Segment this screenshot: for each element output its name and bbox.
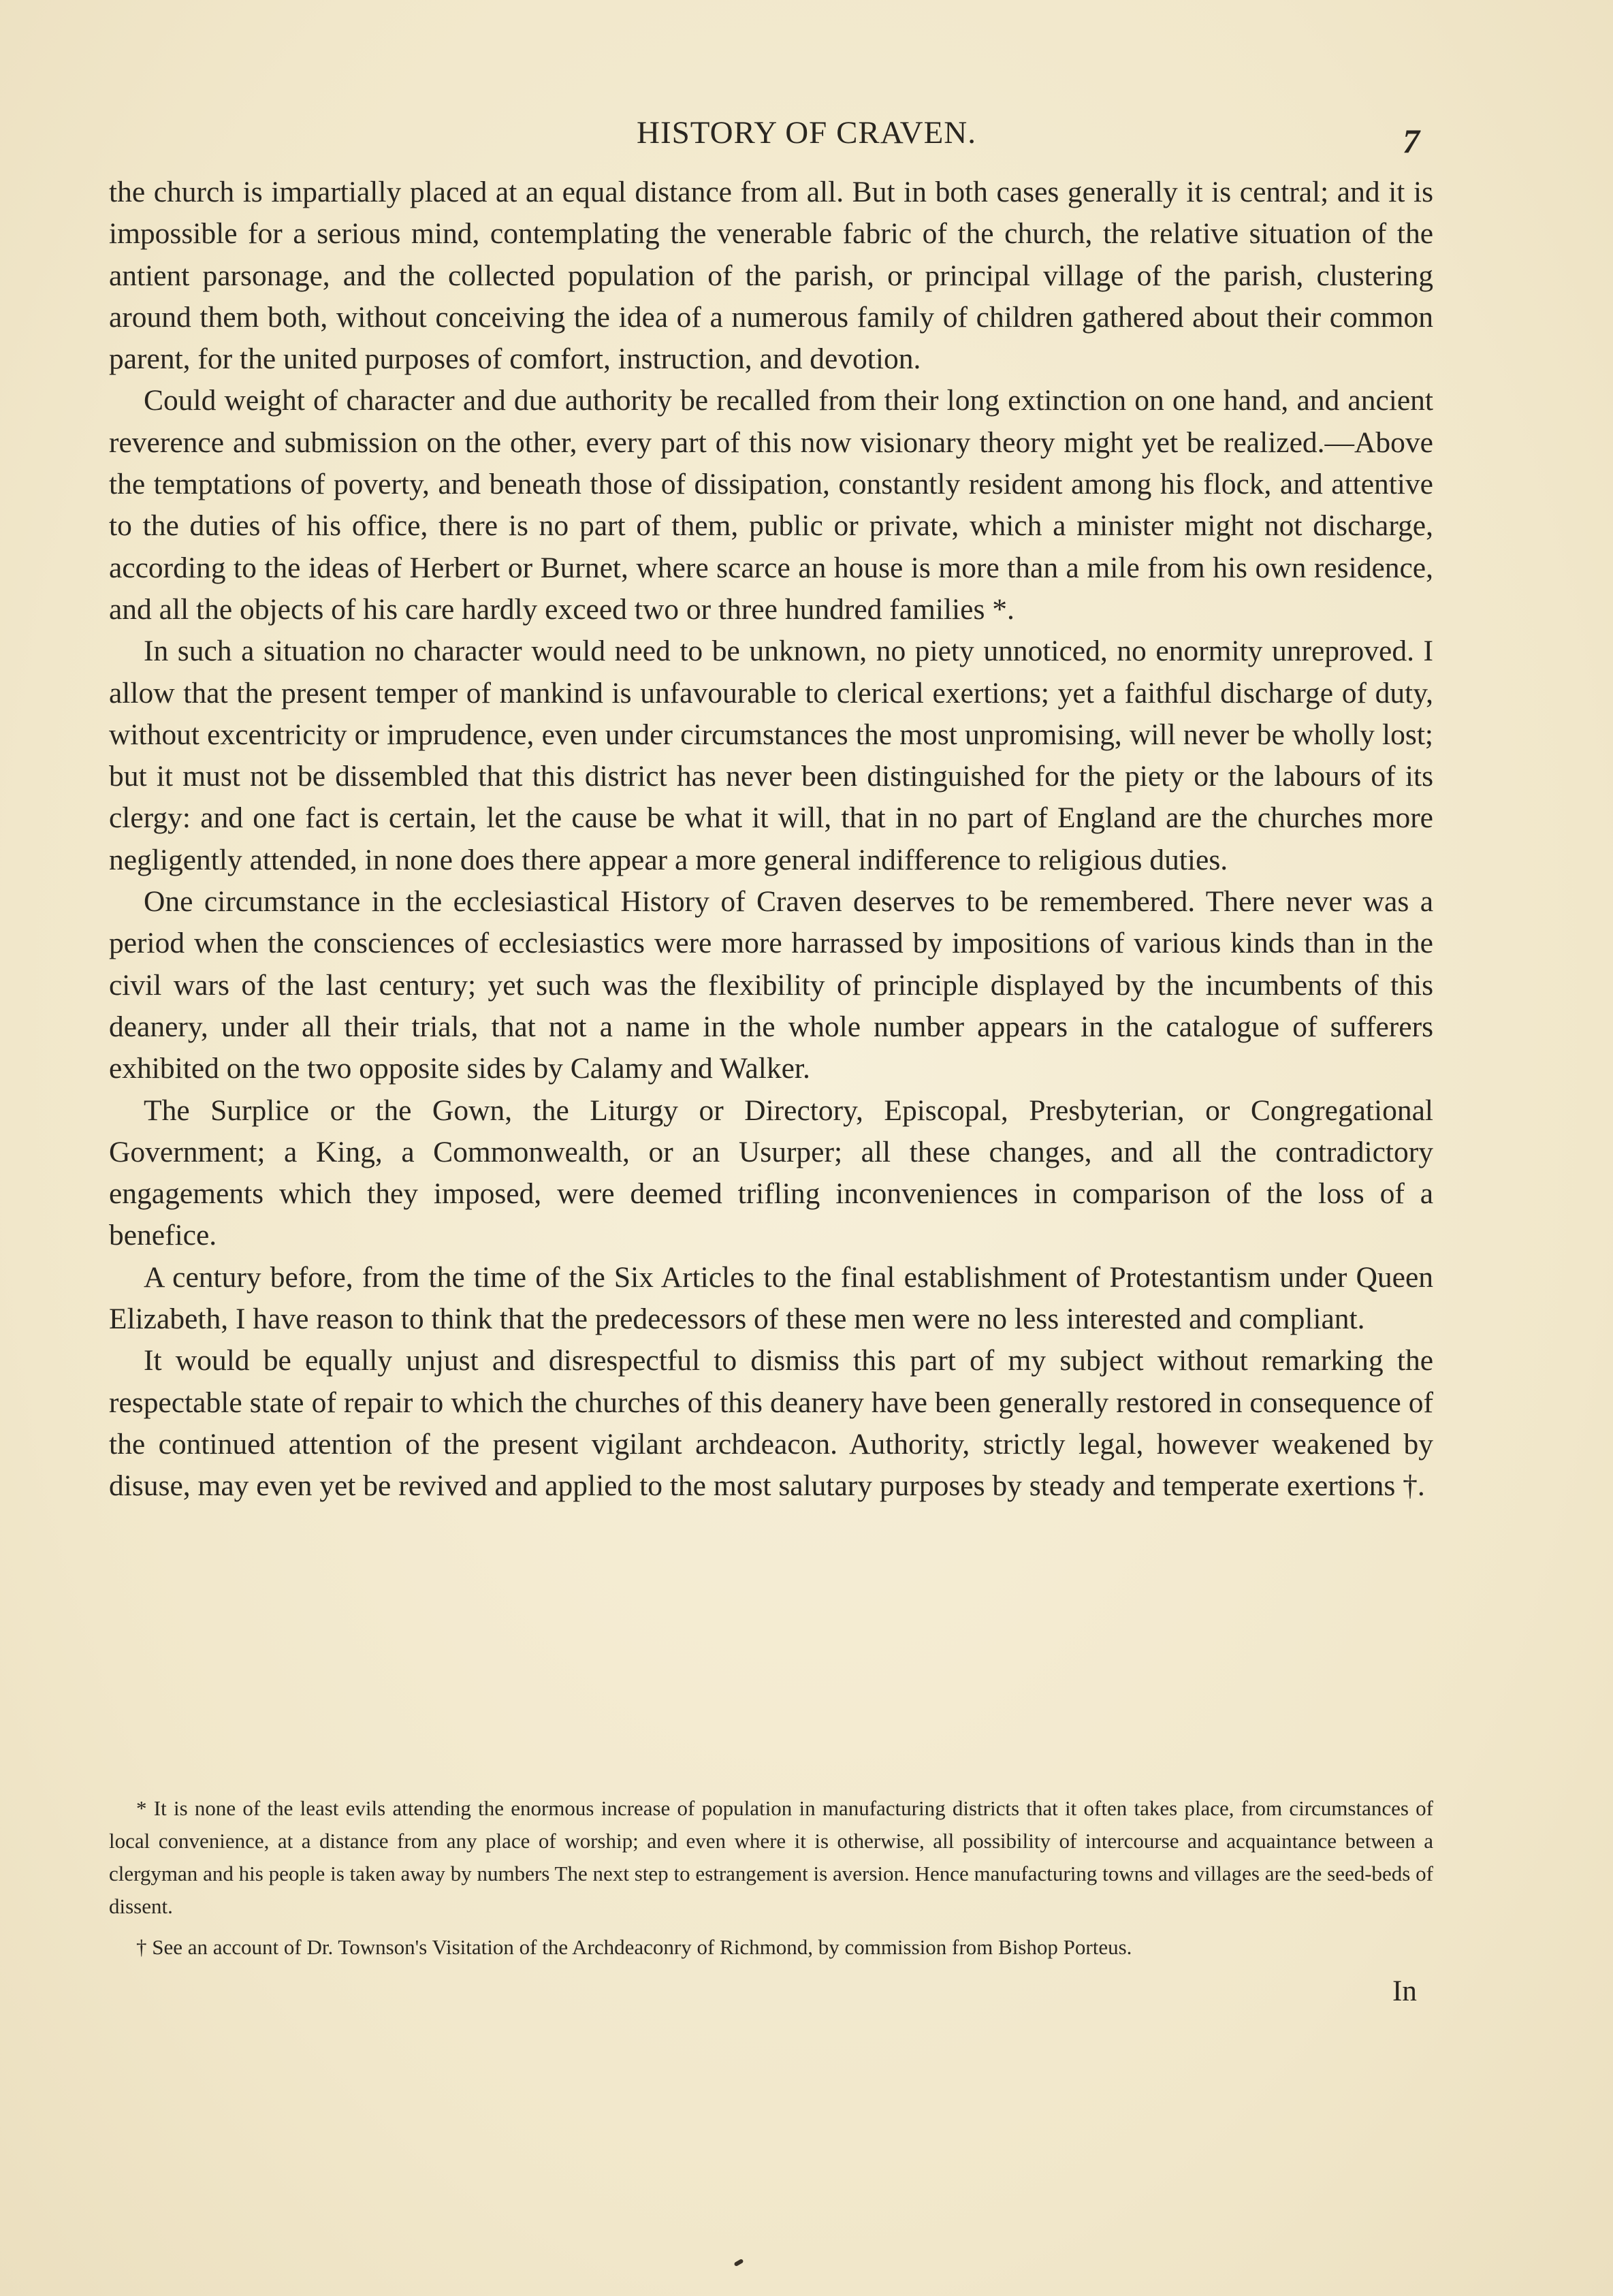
paragraph: A century before, from the time of the Six Articles to the final establishment of Protestantism under Queen Elizabeth, I have reason to think that the predecessors of these men were no less interested and compliant. (109, 1260, 1433, 1336)
footnote: † See an account of Dr. Townson's Visitation of the Archdeaconry of Richmond, by commission from Bishop Porteus. (136, 1935, 1132, 1959)
page-number: 7 (1403, 122, 1420, 160)
paragraph: It would be equally unjust and disrespectful to dismiss this part of my subject without remarking the respectable state of repair to which the churches of this deanery have been generally restored in consequence of the continued attention of the present vigilant archdeacon. Authority, strictly legal, however weakened by disuse, may even yet be revived and applied to the most salutary purposes by steady and temperate exertions †. (109, 1344, 1433, 1503)
main-text (109, 172, 1433, 1508)
ink-speck (733, 2259, 744, 2267)
paragraph: In such a situation no character would need to be unknown, no piety unnoticed, no enormity unreproved. I allow that the present temper of mankind is unfavourable to clerical exertions; yet a faithful discharge of duty, without excentricity or imprudence, even under circumstances the most unpromising, will never be wholly lost; but it must not be dissembled that this district has never been distinguished for the piety or the labours of its clergy: and one fact is certain, let the cause be what it will, that in no part of England are the churches more negligently attended, in none does there appear a more general indifference to religious duties. (109, 635, 1433, 876)
paragraph: The Surplice or the Gown, the Liturgy or Directory, Episcopal, Presbyterian, or Congregational Government; a King, a Commonwealth, or an Usurper; all these changes, and all the contradictory engagements which they imposed, were deemed trifling inconveniences in comparison of the loss of a benefice. (109, 1094, 1433, 1252)
running-title: HISTORY OF CRAVEN. (637, 115, 976, 150)
footnote: * It is none of the least evils attending the enormous increase of population in manufacturing districts that it often takes place, from circumstances of local convenience, at a distance from any place of worship; and even where it is otherwise, all possibility of intercourse and acquaintance between a clergyman and his people is taken away by numbers The next step to estrangement is aversion. Hence manufacturing towns and villages are the seed-beds of dissent. (109, 1796, 1433, 1918)
catchword (1392, 1975, 1417, 2008)
paragraph: the church is impartially placed at an equal distance from all. But in both cases generally it is central; and it is impossible for a serious mind, contemplating the venerable fabric of the church, the relative situation of the antient parsonage, and the collected population of the parish, or principal village of the parish, clustering around them both, without conceiving the idea of a numerous family of children gathered about their common parent, for the united purposes of comfort, instruction, and devotion. (109, 176, 1433, 376)
paragraph: Could weight of character and due authority be recalled from their long extinction on one hand, and ancient reverence and submission on the other, every part of this now visionary theory might yet be realized.—Above the temptations of poverty, and beneath those of dissipation, constantly resident among his flock, and attentive to the duties of his office, there is no part of them, public or private, which a minister might not discharge, according to the ideas of Herbert or Burnet, where scarce an house is more than a mile from his own residence, and all the objects of his care hardly exceed two or three hundred families *. (109, 384, 1433, 626)
paragraph: One circumstance in the ecclesiastical History of Craven deserves to be remembered. There never was a period when the consciences of ecclesiastics were more harrassed by impositions of various kinds than in the civil wars of the last century; yet such was the flexibility of principle displayed by the incumbents of this deanery, under all their trials, that not a name in the whole number appears in the catalogue of sufferers exhibited on the two opposite sides by Calamy and Walker. (109, 885, 1433, 1085)
footnotes (109, 1792, 1433, 1972)
catchword-text: In (1392, 1975, 1417, 2007)
